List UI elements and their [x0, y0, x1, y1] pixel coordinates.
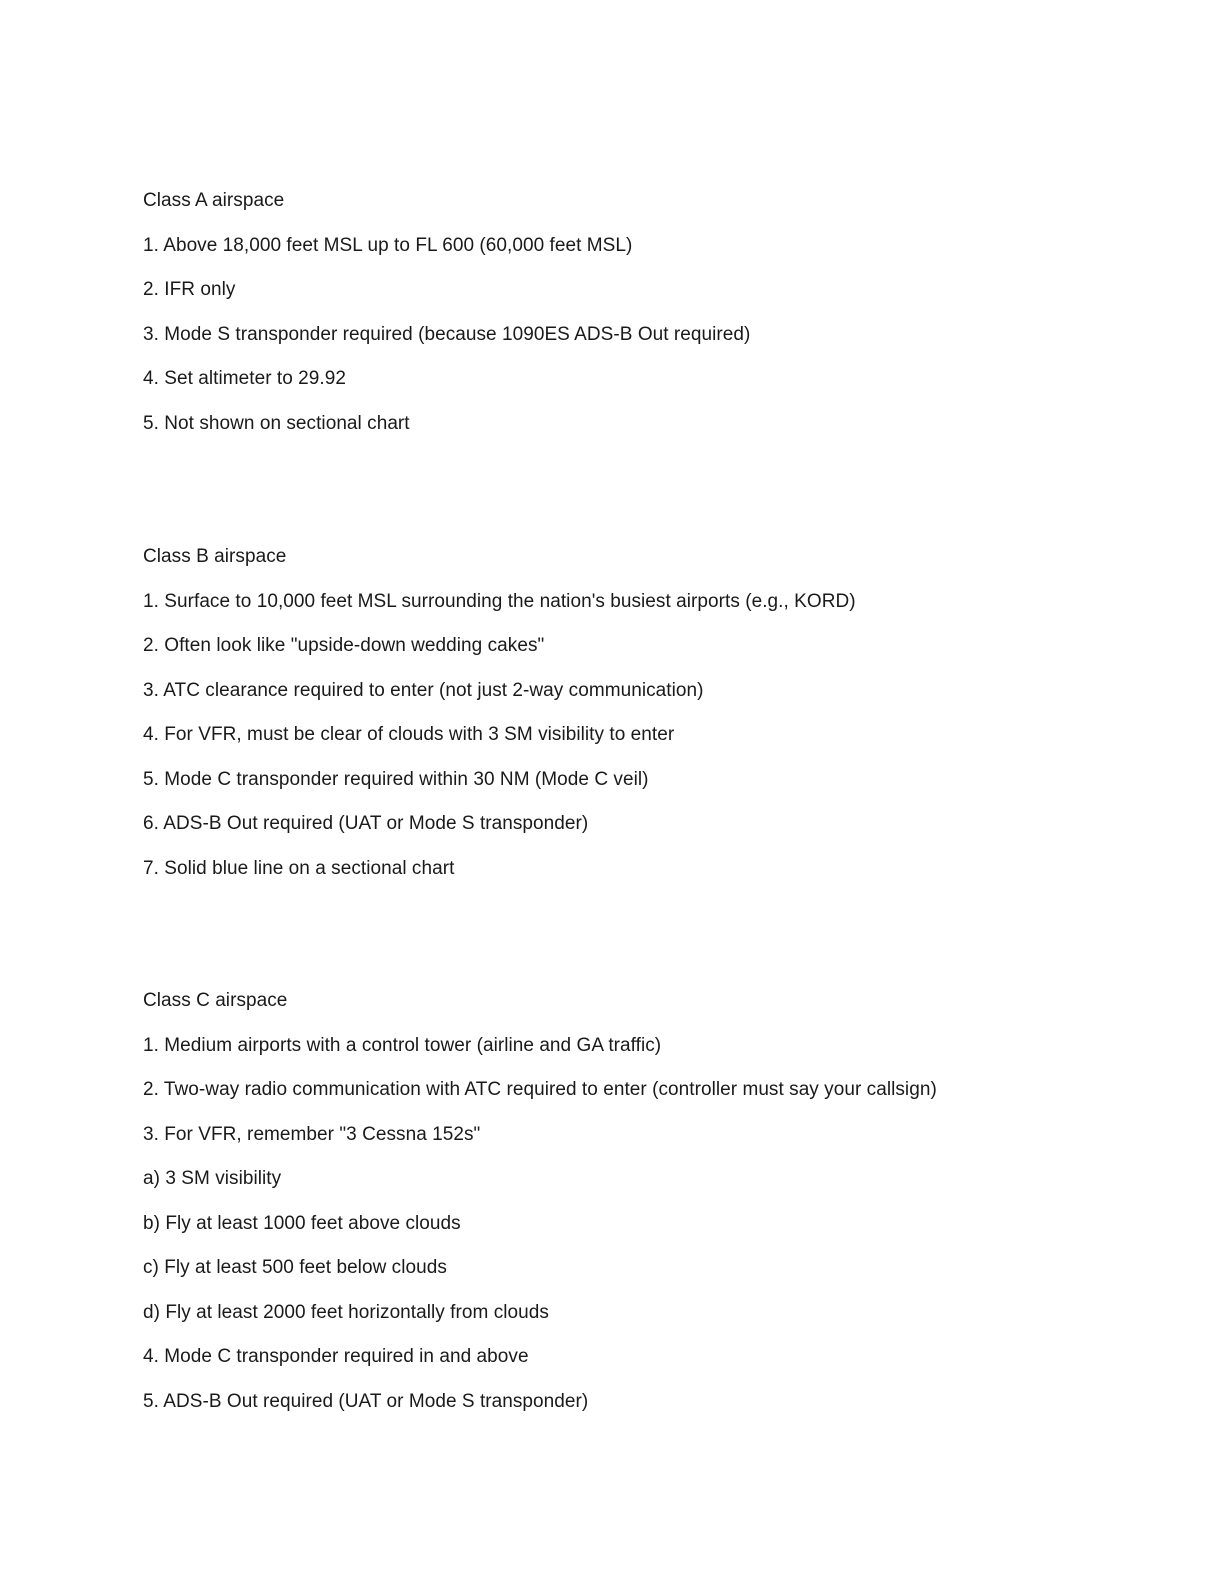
- list-item: 6. ADS-B Out required (UAT or Mode S transponder): [143, 813, 589, 834]
- sub-list-item: a) 3 SM visibility: [143, 1168, 282, 1189]
- sub-list-item: d) Fly at least 2000 feet horizontally from clouds: [143, 1301, 549, 1323]
- class-a-section: [143, 190, 1143, 457]
- class-c-section: [143, 990, 1143, 1435]
- list-item: 5. ADS-B Out required (UAT or Mode S transponder): [143, 1390, 589, 1412]
- list-item: 3. For VFR, remember "3 Cessna 152s": [143, 1123, 481, 1145]
- list-item: 5. Mode C transponder required within 30 NM (Mode C veil): [143, 768, 649, 790]
- list-item: 4. Set altimeter to 29.92: [143, 368, 346, 389]
- section-heading: Class B airspace: [143, 546, 287, 567]
- list-item: 1. Medium airports with a control tower (airline and GA traffic): [143, 1034, 662, 1056]
- class-b-section: [143, 546, 1143, 902]
- section-heading: Class C airspace: [143, 990, 288, 1011]
- list-item: 2. IFR only: [143, 279, 236, 300]
- list-item: 1. Surface to 10,000 feet MSL surrounding the nation's busiest airports (e.g., KORD): [143, 590, 856, 612]
- list-item: 4. For VFR, must be clear of clouds with 3 SM visibility to enter: [143, 724, 675, 745]
- list-item: 3. Mode S transponder required (because 1090ES ADS-B Out required): [143, 323, 751, 345]
- list-item: 2. Two-way radio communication with ATC required to enter (controller must say your callsign): [143, 1079, 937, 1100]
- list-item: 1. Above 18,000 feet MSL up to FL 600 (60,000 feet MSL): [143, 234, 633, 256]
- list-item: 4. Mode C transponder required in and above: [143, 1346, 529, 1367]
- list-item: 5. Not shown on sectional chart: [143, 412, 410, 434]
- list-item: 7. Solid blue line on a sectional chart: [143, 857, 455, 879]
- sub-list-item: b) Fly at least 1000 feet above clouds: [143, 1212, 461, 1234]
- list-item: 2. Often look like "upside-down wedding cakes": [143, 635, 545, 656]
- section-heading: Class A airspace: [143, 190, 285, 211]
- list-item: 3. ATC clearance required to enter (not just 2-way communication): [143, 679, 704, 701]
- sub-list-item: c) Fly at least 500 feet below clouds: [143, 1257, 447, 1278]
